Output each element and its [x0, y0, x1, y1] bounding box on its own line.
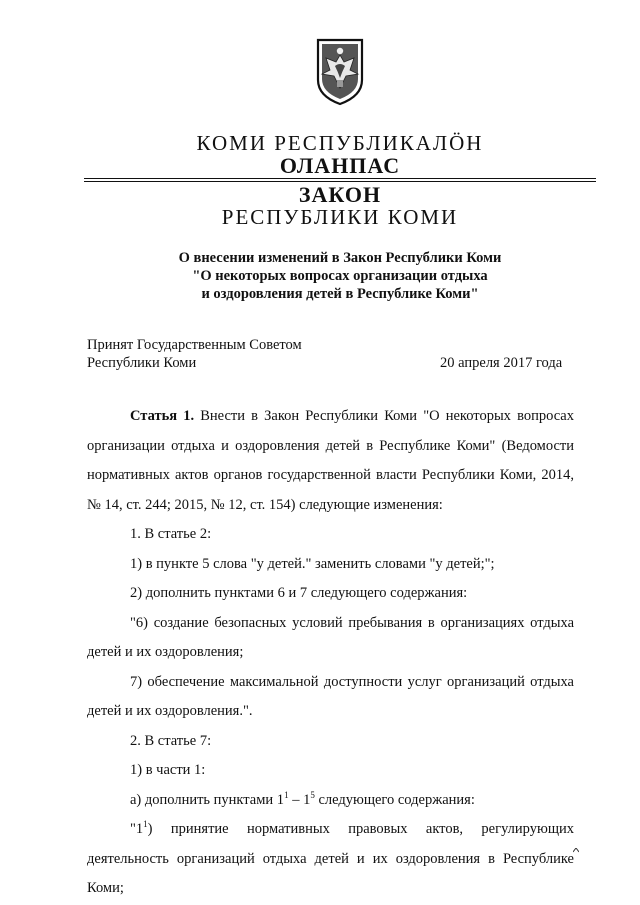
article-1-paragraph [87, 402, 574, 520]
text-fragment: ) принятие нормативных правовых актов, регулирующих деятельность организаций отдыха детей и их оздоровления в Республике Коми; [87, 821, 574, 896]
adoption-line-2: Республики Коми [87, 355, 197, 371]
header-divider [84, 178, 596, 179]
article-label: Статья 1. [130, 408, 195, 424]
page-mark [573, 848, 579, 853]
adoption-statement [87, 336, 302, 372]
coat-of-arms-emblem [314, 36, 366, 106]
header-olanpas: ОЛАНПАС [279, 153, 401, 178]
text-fragment: следующего содержания: [314, 791, 475, 808]
header-zakon: ЗАКОН [298, 182, 382, 207]
header-respubliki: РЕСПУБЛИКИ КОМИ [221, 205, 459, 229]
body-paragraph: 1) в пункте 5 слова "у детей." заменить словами "у детей;"; [130, 555, 495, 572]
header-komi-line: КОМИ РЕСПУБЛИКАЛÖН [196, 131, 484, 155]
text-fragment: "1 [130, 821, 144, 837]
body-paragraph: 2) дополнить пунктами 6 и 7 следующего содержания: [130, 585, 468, 601]
body-paragraph: 1. В статье 2: [130, 526, 212, 542]
law-title-line-1: О внесении изменений в Закон Республики Коми [178, 250, 502, 266]
law-title-line-3: и оздоровления детей в Республике Коми" [201, 286, 479, 302]
adoption-line-1: Принят Государственным Советом [87, 337, 302, 353]
superscript: 5 [310, 789, 315, 800]
text-fragment: – 1 [288, 791, 311, 808]
law-title-line-2: "О некоторых вопросах организации отдыха [192, 268, 488, 284]
body-paragraph: 1) в части 1: [130, 762, 206, 778]
superscript: 1 [284, 789, 289, 800]
body-paragraph: 7) обеспечение максимальной доступности услуг организаций отдыха детей и их оздоровления.". [87, 673, 574, 719]
body-paragraph: 2. В статье 7: [130, 732, 212, 749]
superscript: 1 [143, 819, 148, 829]
body-paragraph: "6) создание безопасных условий пребывания в организациях отдыха детей и их оздоровления; [87, 614, 574, 660]
article-text: Внести в Закон Республики Коми "О некоторых вопросах организации отдыха и оздоровления детей в Республике Коми" (Ведомости нормативных актов органов государственной власти Республики Коми, 2014, № 14, ст. 244; 2015, № 12, ст. 154) следующие изменения: [87, 408, 574, 513]
adoption-date: 20 апреля 2017 года [440, 355, 563, 371]
text-fragment: а) дополнить пунктами 1 [130, 791, 285, 808]
law-body [87, 402, 574, 904]
body-paragraph [87, 786, 574, 816]
body-paragraph [87, 815, 574, 904]
